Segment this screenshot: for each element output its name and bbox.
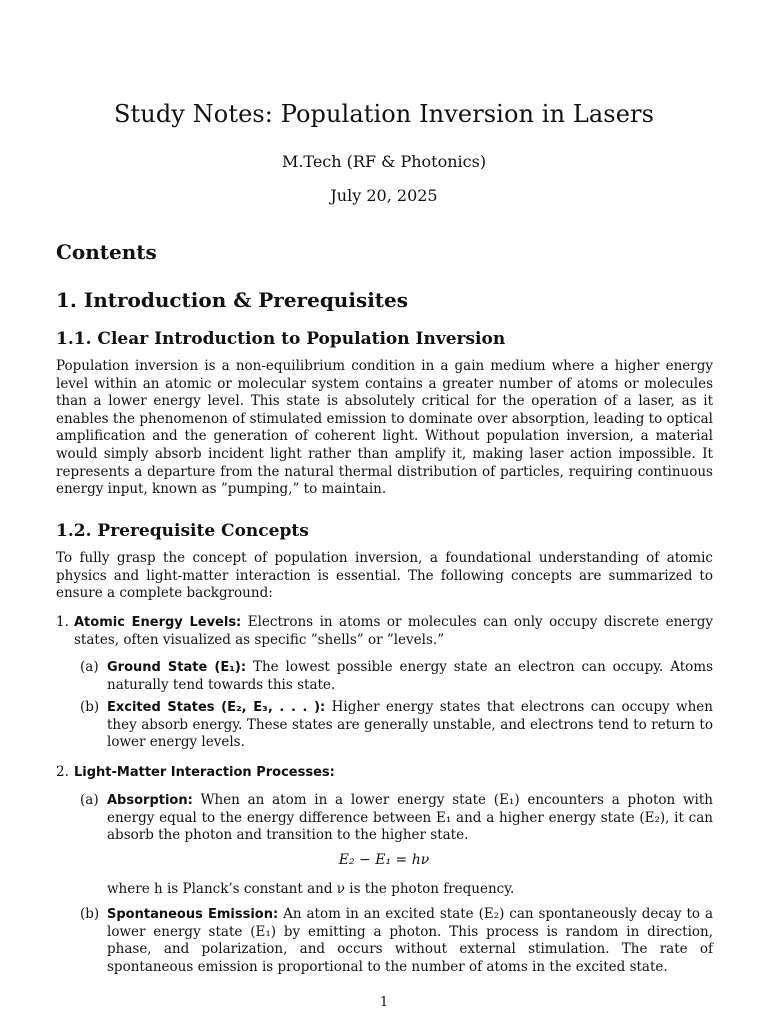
list-marker: (a) [80, 792, 99, 808]
list-item [56, 764, 713, 782]
list-marker: 1. [56, 614, 69, 630]
section-1-heading: 1. Introduction & Prerequisites [56, 288, 409, 312]
list-subitem [80, 792, 713, 845]
list-term: Atomic Energy Levels: [74, 615, 242, 630]
list-term: Absorption: [107, 793, 193, 808]
document-subtitle: M.Tech (RF & Photonics) [281, 152, 487, 171]
document-date: July 20, 2025 [330, 186, 438, 205]
list-text: Electrons in atoms or molecules can only occupy discrete energy states, often visualized as specific ”shells” or ”levels.” [74, 614, 713, 648]
section-1-1-paragraph: Population inversion is a non-equilibrium condition in a gain medium where a higher energy level within an atomic or molecular system contains a greater number of atoms or molecules than a lower energy level. This state is absolutely critical for the operation of a laser, as it enables the phenomenon of stimulated emission to dominate over absorption, leading to optical amplification and the generation of coherent light. Without population inversion, a material would simply absorb incident light rather than amplify it, making laser action impossible. It represents a departure from the natural thermal distribution of particles, requiring continuous energy input, known as ”pumping,” to maintain. [56, 358, 713, 498]
list-item [56, 614, 713, 649]
list-text: Higher energy states that electrons can occupy when they absorb energy. These states are generally unstable, and electrons tend to return to lower energy levels. [107, 699, 713, 751]
list-term: Excited States (E₂, E₃, . . . ): [107, 700, 326, 715]
list-text: An atom in an excited state (E₂) can spontaneously decay to a lower energy state (E₁) by emitting a photon. This process is random in direction, phase, and polarization, and occurs without external stimulation. The rate of spontaneous emission is proportional to the number of atoms in the excited state. [107, 906, 714, 975]
contents-heading: Contents [56, 240, 157, 264]
list-subitem [80, 659, 713, 694]
energy-equation: E₂ − E₁ = hν [338, 852, 430, 868]
list-subitem [80, 699, 713, 752]
list-subitem [80, 906, 714, 976]
list-text: When an atom in a lower energy state (E₁) encounters a photon with energy equal to the energy difference between E₁ and a higher energy state (E₂), it can absorb the photon and transition to the higher state. [107, 792, 713, 844]
list-marker: (b) [80, 699, 100, 715]
list-term: Ground State (E₁): [107, 660, 247, 675]
document-title: Study Notes: Population Inversion in Lasers [113, 100, 655, 128]
section-1-2-heading: 1.2. Prerequisite Concepts [56, 521, 309, 541]
list-text: The lowest possible energy state an electron can occupy. Atoms naturally tend towards this state. [107, 659, 713, 693]
list-term: Light-Matter Interaction Processes: [74, 765, 335, 780]
list-marker: 2. [56, 764, 69, 780]
equation-note: where h is Planck’s constant and ν is the photon frequency. [107, 881, 515, 897]
section-1-1-heading: 1.1. Clear Introduction to Population Inversion [56, 329, 506, 349]
list-term: Spontaneous Emission: [107, 907, 279, 922]
list-marker: (a) [80, 659, 99, 675]
page-number: 1 [379, 995, 389, 1010]
list-marker: (b) [80, 906, 100, 922]
section-1-2-paragraph: To fully grasp the concept of population inversion, a foundational understanding of atomic physics and light-matter interaction is essential. The following concepts are summarized to ensure a complete background: [56, 550, 713, 602]
